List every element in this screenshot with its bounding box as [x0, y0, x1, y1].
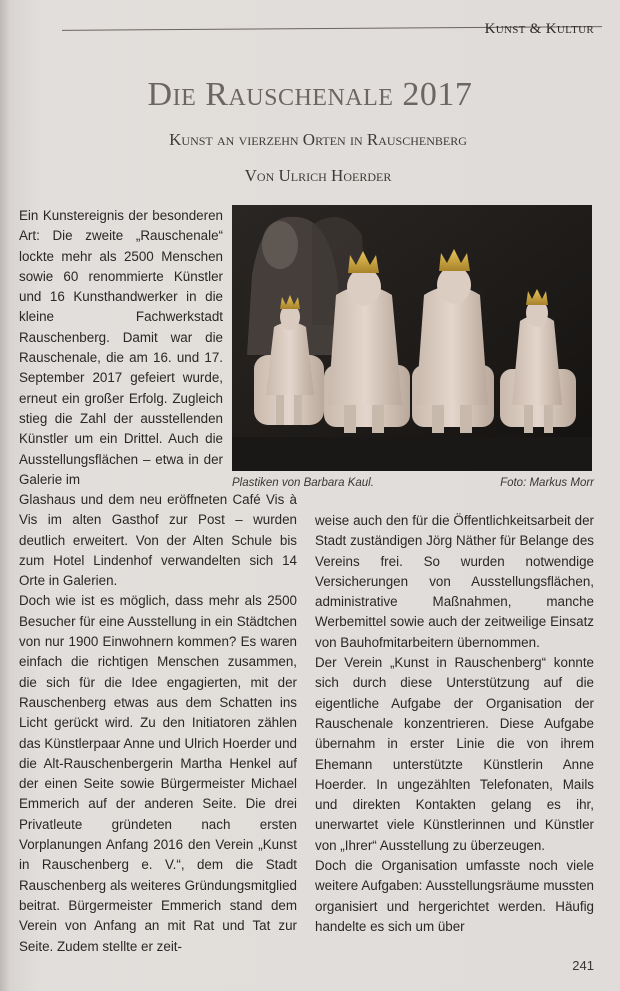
body-column-left-top [19, 206, 223, 490]
body-paragraph: Ein Kunstereignis der besonderen Art: Die zweite „Rauschenale“ lockte mehr als 2500 Menschen sowie 60 renommierte Künstler und 16 Kunsthandwerker in die kleine Fachwerkstadt Rauschenberg. Damit war die Rauschenale, die am 16. und 17. September 2017 gefeiert wurde, erneut ein großer Erfolg. Zugleich stieg die Zahl der ausstellenden Künstler um ein Drittel. Auch die Ausstellungsflächen – etwa in der Galerie im [19, 208, 223, 487]
body-paragraph: Glashaus und dem neu eröffneten Café Vis à Vis im alten Gasthof zur Post – wurden deutlich erweitert. Von der Alten Schule bis zum Hotel Lindenhof verwandelten sich 14 Orte in Galerien. [19, 492, 297, 589]
page-number: 241 [572, 958, 594, 973]
body-paragraph: Der Verein „Kunst in Rauschenberg“ konnte sich durch diese Unterstützung auf die eigentliche Aufgabe der Organisation der Rauschenale konzentrieren. Diese Aufgabe übernahm in erster Linie die von ihrem Ehemann unterstützte Künstlerin Anne Hoerder. In ungezählten Telefonaten, Mails und direkten Kontakten gelang es ihr, unerwartet viele Künstlerinnen und Künstler von „Ihrer“ Ausstellung zu überzeugen. [315, 655, 594, 853]
section-label: Kunst & Kultur [484, 21, 594, 37]
photo-caption: Plastiken von Barbara Kaul. [232, 477, 374, 489]
body-paragraph: Doch die Organisation umfasste noch viele weitere Aufgaben: Ausstellungsräume mussten organisiert und hergerichtet werden. Häufig handelte es sich um über [315, 858, 594, 934]
body-column-left-bottom [19, 490, 297, 957]
body-column-right [315, 511, 594, 937]
article-title: Die Rauschenale 2017 [147, 76, 473, 113]
photo-credit: Foto: Markus Morr [500, 477, 594, 489]
article-subtitle: Kunst an vierzehn Orten in Rauschenberg [169, 130, 467, 149]
sculptures-image [232, 205, 592, 471]
body-paragraph: Doch wie ist es möglich, dass mehr als 2500 Besucher für eine Ausstellung in ein Städtchen von nur 1900 Einwohnern kommen? Es waren einfach die richtigen Menschen zusammen, die sich für die Idee engagierten, mit der Rauschenberg etwas aus dem Schatten ins Licht gerückt wird. Zu den Initiatoren zählen das Künstlerpaar Anne und Ulrich Hoerder und die Alt-Rauschenbergerin Martha Henkel auf der einen Seite sowie Bürgermeister Michael Emmerich auf der anderen Seite. Die drei Privatleute gründeten nach ersten Vorplanungen Anfang 2016 den Verein „Kunst in Rauschenberg e. V.“, dem die Stadt Rauschenberg als weiteres Gründungsmitglied beitrat. Bürgermeister Emmerich stand dem Verein von Anfang an mit Rat und Tat zur Seite. Zudem stellte er zeit- [19, 593, 297, 954]
body-paragraph: weise auch den für die Öffentlichkeitsarbeit der Stadt zuständigen Jörg Näther für Belange des Vereins frei. So wurden notwendige Versicherungen von Ausstellungsflächen, administrative Maßnahmen, manche Werbemittel sowie auch der zeitweilige Einsatz von Bauhofmitarbeitern übernommen. [315, 513, 594, 650]
article-photo [232, 205, 592, 471]
article-author: Von Ulrich Hoerder [244, 166, 392, 185]
